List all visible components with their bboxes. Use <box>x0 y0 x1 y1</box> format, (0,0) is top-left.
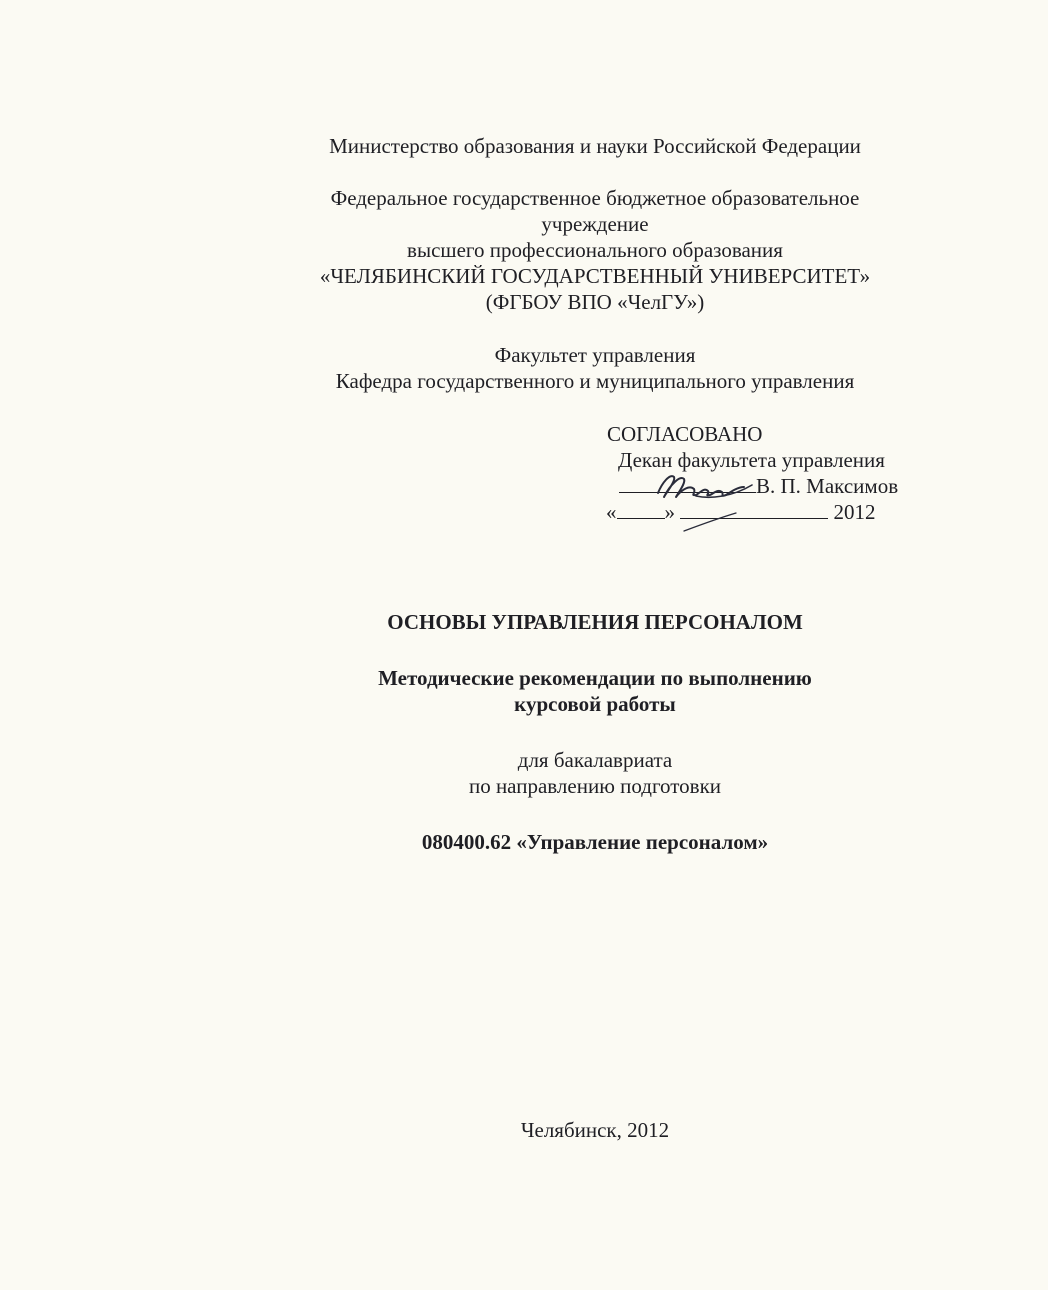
approver-name: В. П. Максимов <box>756 474 899 498</box>
program-code: 080400.62 «Управление персоналом» <box>421 830 769 854</box>
audience-line-1: для бакалавриата <box>517 748 673 772</box>
institution-line-2: учреждение <box>541 212 649 236</box>
place-and-year: Челябинск, 2012 <box>520 1118 670 1142</box>
audience-line-2: по направлению подготовки <box>468 774 722 798</box>
approval-position: Декан факультета управления <box>618 448 885 472</box>
institution-line-1: Федеральное государственное бюджетное образовательное <box>330 186 860 210</box>
approval-heading: СОГЛАСОВАНО <box>607 422 763 446</box>
department-name: Кафедра государственного и муниципального управления <box>335 369 855 393</box>
handwritten-signature <box>640 463 760 533</box>
university-name: «ЧЕЛЯБИНСКИЙ ГОСУДАРСТВЕННЫЙ УНИВЕРСИТЕТ» <box>319 264 871 288</box>
document-title: ОСНОВЫ УПРАВЛЕНИЯ ПЕРСОНАЛОМ <box>387 610 803 634</box>
institution-line-3: высшего профессионального образования <box>407 238 783 262</box>
approval-year: 2012 <box>833 500 876 524</box>
date-open-quote: « <box>606 500 617 524</box>
university-abbreviation: (ФГБОУ ВПО «ЧелГУ») <box>485 290 705 314</box>
subtitle-line-1: Методические рекомендации по выполнению <box>378 666 812 690</box>
faculty-name: Факультет управления <box>494 343 696 367</box>
ministry-line: Министерство образования и науки Российской Федерации <box>329 134 861 158</box>
date-close-quote: » <box>664 500 675 524</box>
subtitle-line-2: курсовой работы <box>514 692 676 716</box>
